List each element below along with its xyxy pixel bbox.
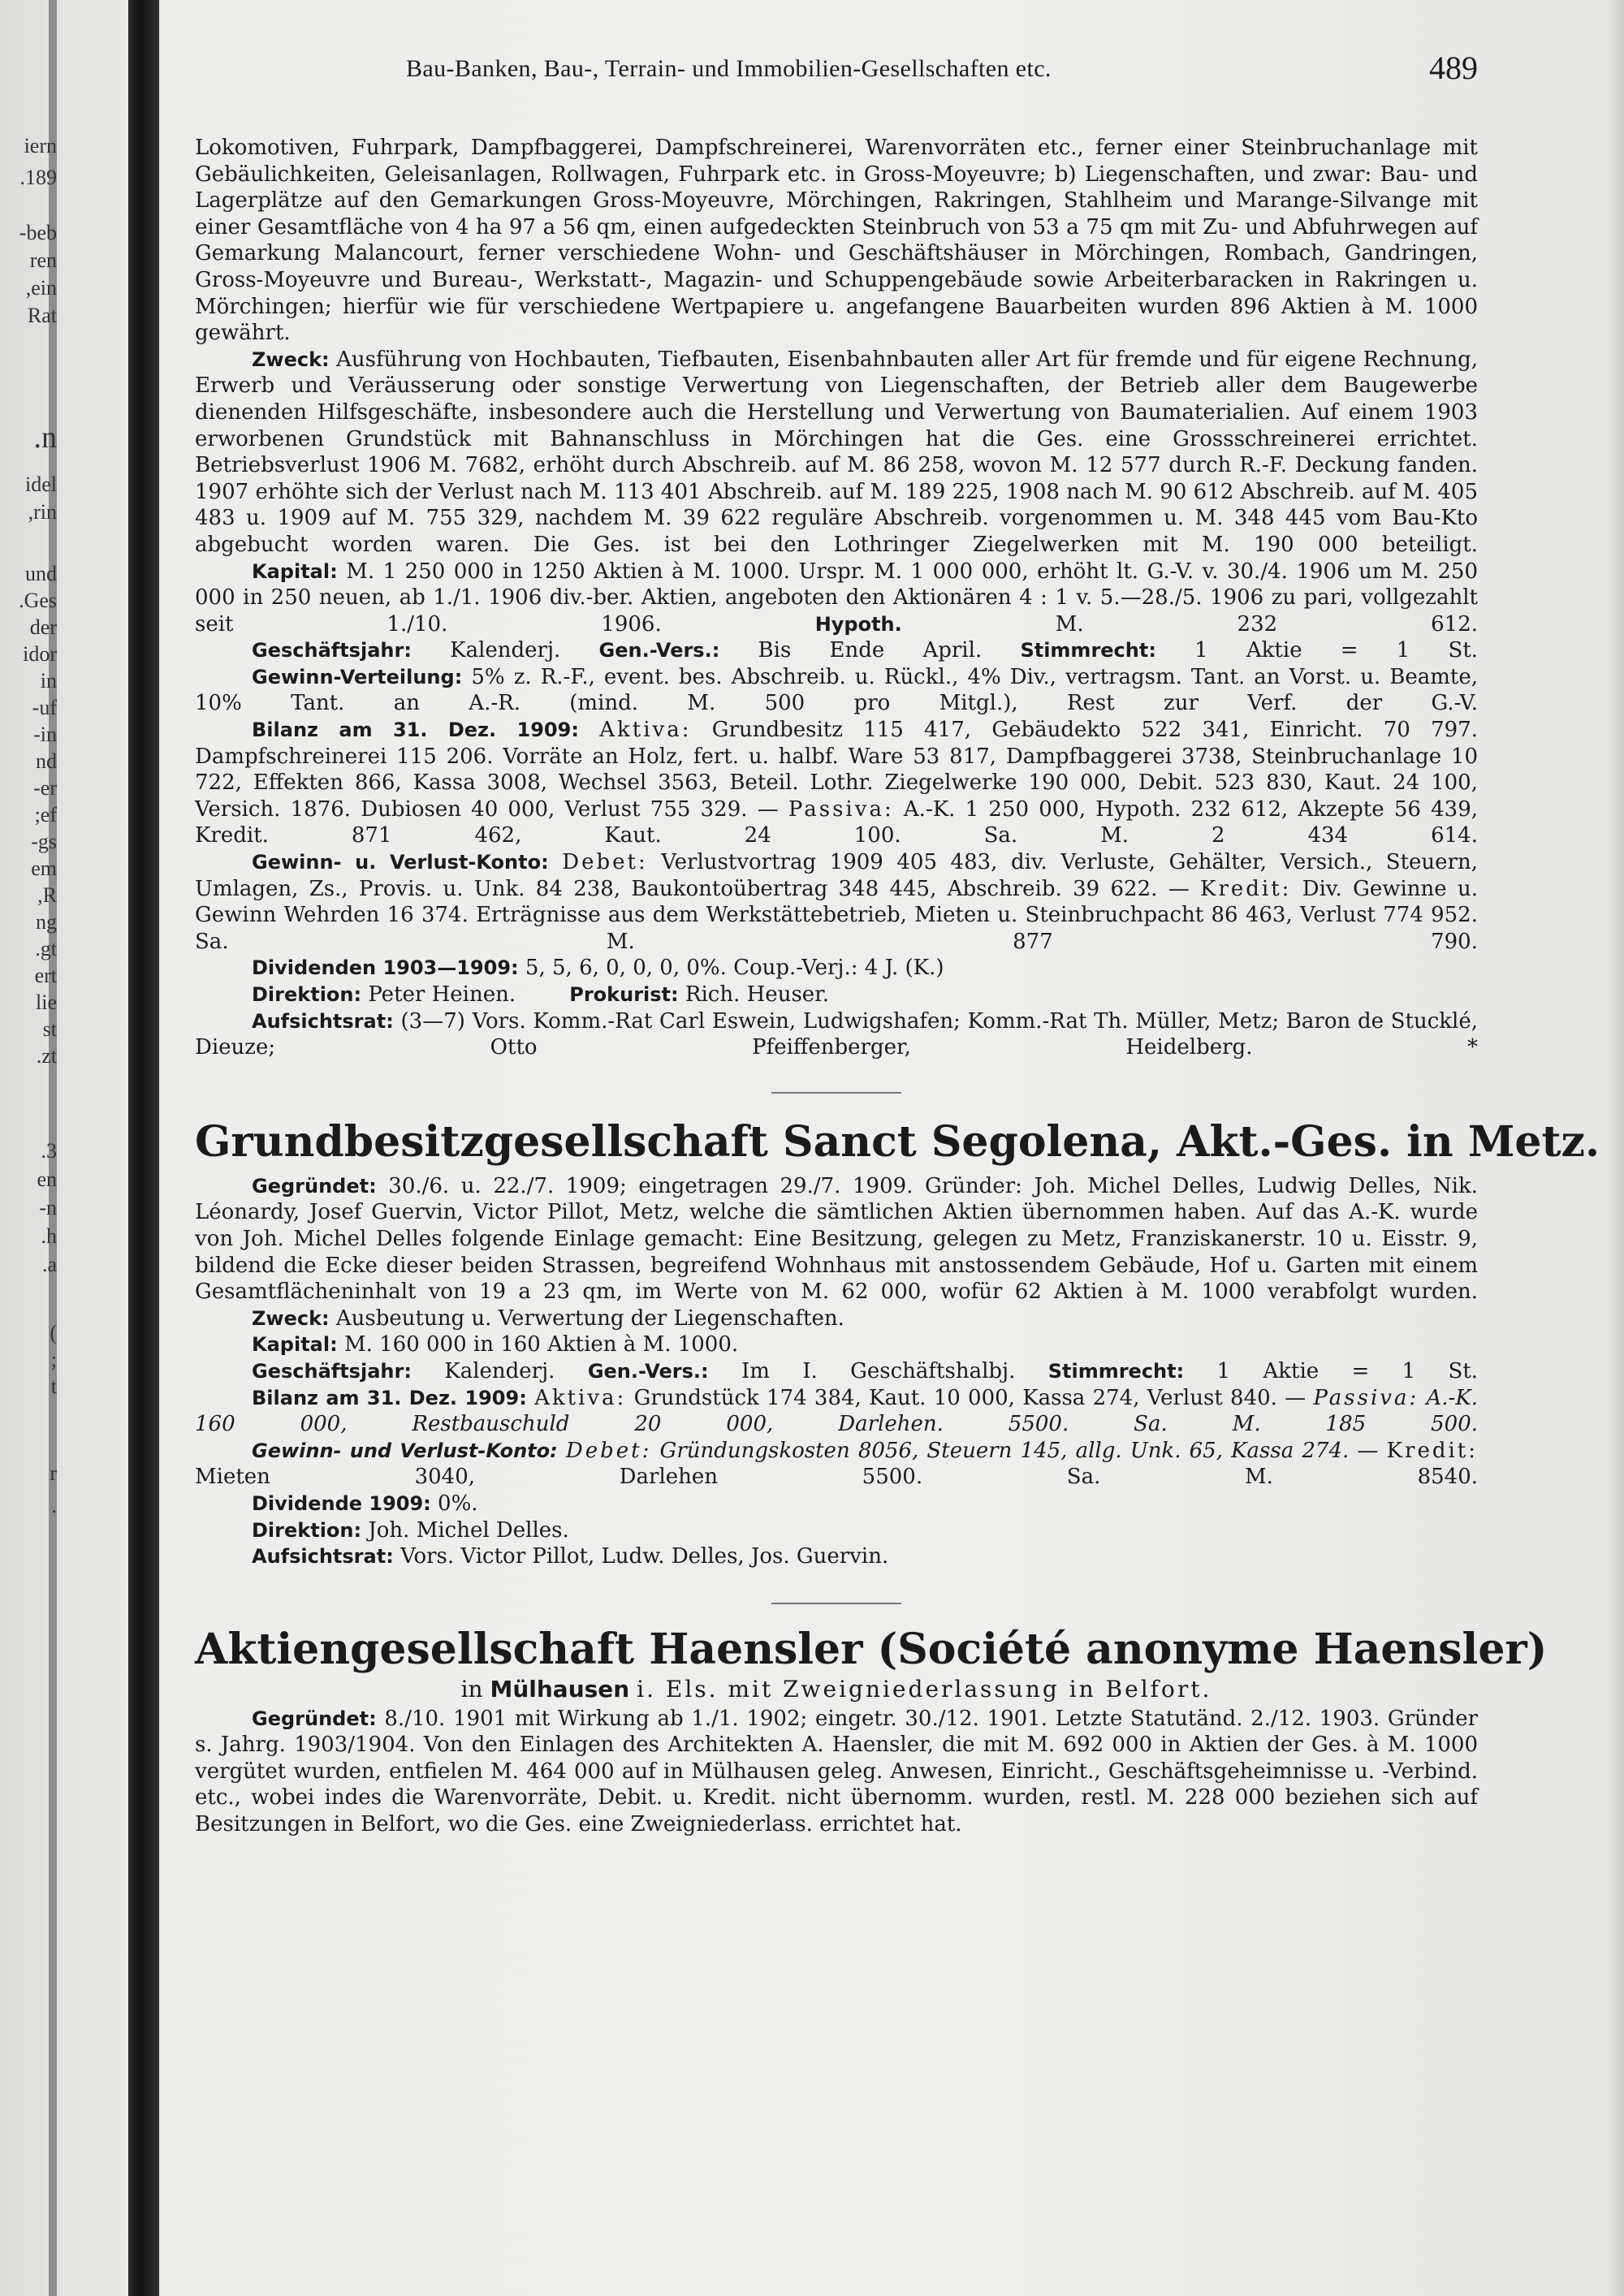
fragment-line: er- [33, 776, 57, 800]
prokurist-label: Prokurist: [569, 983, 679, 1006]
stimmrecht-label: Stimmrecht: [1047, 1359, 1185, 1383]
fragment-line: ein, [25, 276, 57, 300]
fragment-line: ef; [34, 803, 57, 826]
kapital-text: M. 1 250 000 in 1250 Aktien à M. 1000. Urspr. M. 1 000 000, erhöht lt. G.-V. v. 30./4. 1906 um M. 250 000 in 250 neuen, ab 1./1. 1906 div.-ber. Aktien, angeboten den Aktionären 4 : 1 v. 5.—28./5. 1906 zu pari, vollgezahlt seit 1./10. 1906. [195, 559, 1478, 637]
zweck-label: Zweck: [252, 347, 330, 371]
stimmrecht-text: 1 Aktie = 1 St. [1194, 638, 1479, 663]
direktion-paragraph [195, 1517, 1478, 1544]
gegruendet-label: Gegründet: [252, 1174, 377, 1198]
geschaeftsjahr-paragraph [195, 637, 1478, 664]
fragment-line: ren [29, 248, 57, 272]
fragment-line: h. [41, 1224, 57, 1248]
fragment-line: gs- [31, 830, 57, 853]
zweck-paragraph [195, 1306, 1478, 1332]
fragment-line: idor [23, 642, 57, 666]
dividende-label: Dividende 1909: [252, 1491, 431, 1515]
bilanz-aktiva-text: Grundbesitz 115 417, Gebäudekto 522 341, Einricht. 70 797. Dampfschreinerei 115 206. Vorräte an Holz, fert. u. halbf. Ware 53 817, Dampfbaggerei 3738, Steinbruchanlage 10 722, Effekten 866, Kassa 3008, Wechsel 3563, Beteil. Lothr. Ziegelwerke 190 000, Debit. 523 830, Kaut. 24 100, Versich. 1876. Dubiosen 40 000, Verlust 755 329. — [195, 718, 1478, 822]
facing-page-fragment-group [0, 219, 57, 330]
guv-debet-text: Gründungskosten 8056, Steuern 145, allg. Unk. 65, Kassa 274. — [659, 1438, 1379, 1463]
gewinn-verteilung-label: Gewinn-Verteilung: [252, 665, 463, 688]
kredit-label: Kredit: [1386, 1438, 1478, 1463]
company-title: Aktiengesellschaft Haensler (Société anonyme Haensler) [195, 1624, 1548, 1674]
kapital-label: Kapital: [252, 559, 338, 583]
kredit-label: Kredit: [1200, 876, 1292, 901]
fragment-line: en [37, 1167, 57, 1191]
dividende-text: 0%. [438, 1491, 478, 1516]
fragment-line: ) [50, 1321, 57, 1344]
fragment-line: iern [24, 134, 57, 158]
fragment-line: beb- [19, 221, 57, 244]
direktion-text: Joh. Michel Delles. [368, 1517, 569, 1543]
dividenden-paragraph [195, 955, 1478, 982]
fragment-line: Ges. [19, 589, 57, 612]
geschaeftsjahr-text: Kalenderj. [444, 1358, 555, 1383]
guv-kredit-text: Div. Gewinne u. Gewinn Wehrden 16 374. Erträgnisse aus dem Werkstättebetrieb, Mieten u. Steinbruchpacht 86 463, Verlust 774 952. Sa. M. 877 790. [195, 876, 1478, 954]
zweck-text: Ausführung von Hochbauten, Tiefbauten, Eisenbahnbauten aller Art für fremde und für eigene Rechnung, Erwerb und Veräusserung oder sonstige Verwertung von Liegenschaften, der Betrieb aller dem Baugewerbe dienenden Hilfsgeschäfte, insbesondere auch die Herstellung und Verwertung von Baumaterialien. Auf einem 1903 erworbenen Grundstück mit Bahnanschluss in Mörchingen hat die Ges. eine Grossschreinerei errichtet. Betriebsverlust 1906 M. 7682, erhöht durch Abschreib. auf M. 86 258, wovon M. 12 577 durch R.-F. Deckung fanden. 1907 erhöhte sich der Verlust nach M. 113 401 Abschreib. auf M. 189 225, 1908 nach M. 90 612 Abschreib. auf M. 405 483 u. 1909 auf M. 755 329, nachdem M. 39 622 reguläre Abschreib. vorgenommen u. M. 348 445 vom Bau-Kto abgebucht worden waren. Die Ges. ist bei den Lothringer Ziegelwerken mit M. 190 000 beteiligt. [195, 347, 1478, 557]
geschaeftsjahr-paragraph [195, 1358, 1478, 1385]
entry-intro-paragraph [195, 135, 1478, 347]
facing-page-fragment-group [0, 130, 57, 193]
gen-vers-text: Im I. Geschäftshalbj. [741, 1358, 1016, 1383]
section-divider [771, 1603, 901, 1604]
fragment-line: n. [33, 422, 57, 454]
fragment-line: lie [36, 990, 57, 1014]
fragment-line: rin, [28, 500, 57, 524]
aufsichtsrat-label: Aufsichtsrat: [252, 1009, 394, 1033]
section-divider [771, 1092, 901, 1094]
direktion-text: Peter Heinen. [368, 982, 516, 1007]
bilanz-paragraph [195, 1385, 1478, 1438]
bilanz-label: Bilanz am 31. Dez. 1909: [252, 719, 579, 742]
right-page-shadow [1606, 0, 1624, 2296]
kapital-paragraph [195, 1331, 1478, 1358]
kapital-text: M. 160 000 in 160 Aktien à M. 1000. [343, 1332, 739, 1357]
debet-label: Debet: [562, 850, 648, 875]
fragment-line: R, [37, 883, 57, 907]
stimmrecht-label: Stimmrecht: [1020, 639, 1156, 662]
company-location-line [195, 1676, 1478, 1703]
aufsichtsrat-paragraph [195, 1008, 1478, 1061]
geschaeftsjahr-label: Geschäftsjahr: [252, 639, 412, 662]
debet-label: Debet: [565, 1438, 652, 1463]
geschaeftsjahr-label: Geschäftsjahr: [252, 1359, 412, 1383]
running-header [195, 49, 1478, 97]
guv-debet-text: Verlustvortrag 1909 405 483, div. Verluste, Gehälter, Versich., Steuern, Umlagen, Zs., Provis. u. Unk. 84 238, Baukontoübertrag 348 445, Abschreib. 39 622. — [195, 850, 1479, 901]
kapital-label: Kapital: [252, 1333, 338, 1357]
entry-haensler [195, 1624, 1548, 1838]
fragment-line: idel [25, 473, 57, 496]
fragment-line: in [40, 669, 57, 693]
guv-paragraph [195, 849, 1478, 955]
zweck-text: Ausbeutung u. Verwertung der Liegenschaften. [335, 1306, 844, 1331]
bilanz-passiva-text: A.-K. 1 250 000, Hypoth. 232 612, Akzepte 56 439, Kredit. 871 462, Kaut. 24 100. Sa. M. 2 434 614. [195, 796, 1478, 848]
fragment-line: 3. [41, 1139, 57, 1163]
guv-label: Gewinn- u. Verlust-Konto: [252, 851, 549, 874]
fragment-line: . [51, 1494, 57, 1517]
fragment-line: em [31, 857, 57, 880]
facing-page-fragment-group [0, 422, 57, 454]
facing-page-fragment-group [0, 1457, 57, 1522]
dividende-paragraph [195, 1491, 1478, 1517]
fragment-line: ; [50, 1348, 57, 1371]
intro-text: Lokomotiven, Fuhrpark, Dampfbaggerei, Dampfschreinerei, Warenvorräten etc., ferner einer Steinbruchanlage mit Gebäulichkeiten, Geleisanlagen, Rollwagen, Fuhrpark etc. in Gross-Moyeuvre; b) Liegenschaften, und zwar: Bau- und Lagerplätze auf den Gemarkungen Gross-Moyeuvre, Mörchingen, Rakringen, Stahlheim und Marange-Silvange mit einer Gesamtfläche von 4 ha 97 a 56 qm, einen aufgedeckten Steinbruch von 53 a 75 qm mit Zu- und Abfuhrwegen auf Gemarkung Malancourt, ferner verschiedene Wohn- und Geschäftshäuser in Mörchingen, Rombach, Gandringen, Gross-Moyeuvre und Bureau-, Werkstatt-, Magazin- und Schuppengebäude sowie Arbeiterbaracken in Rakringen u. Mörchingen; hierfür wie für verschiedene Wertpapiere u. angefangene Bauarbeiten wurden 896 Aktien à M. 1000 gewährt. [195, 136, 1478, 346]
hypoth-text: M. 232 612. [1055, 611, 1479, 637]
direktion-label: Direktion: [252, 1518, 362, 1542]
bilanz-paragraph [195, 717, 1478, 849]
direktion-paragraph [195, 982, 1478, 1008]
fragment-line: gt. [35, 937, 57, 960]
page-content [195, 49, 1600, 1838]
stimmrecht-text: 1 Aktie = 1 St. [1216, 1358, 1479, 1383]
gen-vers-text: Bis Ende April. [758, 638, 983, 663]
fragment-line: ng [36, 910, 57, 934]
zweck-paragraph [195, 347, 1478, 559]
fragment-line: st [42, 1017, 57, 1041]
gegruendet-paragraph [195, 1706, 1478, 1838]
bilanz-aktiva-text: Grundstück 174 384, Kaut. 10 000, Kassa 274, Verlust 840. — [633, 1385, 1307, 1410]
fragment-line: 189. [19, 166, 57, 189]
direktion-label: Direktion: [252, 983, 362, 1006]
fragment-line: nd [36, 749, 57, 773]
passiva-label: Passiva: [1313, 1385, 1419, 1410]
facing-page-fragment-group [0, 471, 57, 526]
gen-vers-label: Gen.-Vers.: [587, 1359, 709, 1383]
fragment-line: in- [33, 723, 57, 746]
entry-sanct-segolena [195, 1116, 1600, 1570]
location-city: Mülhausen [490, 1675, 630, 1703]
facing-page-fragment-group [0, 1137, 57, 1279]
fragment-line: r [50, 1461, 57, 1485]
aufsichtsrat-paragraph [195, 1543, 1478, 1570]
dividenden-label: Dividenden 1903—1909: [252, 956, 519, 980]
fragment-line: ert [34, 964, 57, 987]
running-title: Bau-Banken, Bau-, Terrain- und Immobilien-Gesellschaften etc. [406, 55, 1052, 82]
aufsichtsrat-label: Aufsichtsrat: [252, 1545, 394, 1569]
aktiva-label: Aktiva: [599, 718, 692, 743]
hypoth-label: Hypoth. [814, 612, 902, 636]
aufsichtsrat-text: (3—7) Vors. Komm.-Rat Carl Eswein, Ludwigshafen; Komm.-Rat Th. Müller, Metz; Baron de Stucklé, Dieuze; Otto Pfeiffenberger, Heidelberg. * [195, 1008, 1478, 1060]
gen-vers-label: Gen.-Vers.: [598, 639, 720, 662]
zweck-label: Zweck: [252, 1306, 330, 1330]
entry-continued [195, 135, 1478, 1061]
kapital-paragraph [195, 559, 1478, 638]
facing-page-fragment-group [0, 1319, 57, 1400]
guv-paragraph [195, 1438, 1478, 1491]
gewinn-verteilung-text: 5% z. R.-F., event. bes. Abschreib. u. Rückl., 4% Div., vertragsm. Tant. an Vorst. u. Beamte, 10% Tant. an A.-R. (mind. M. 500 pro Mitgl.), Rest zur Verf. der G.-V. [195, 664, 1479, 716]
guv-label: Gewinn- und Verlust-Konto: [252, 1439, 558, 1462]
fragment-line: Rat [27, 304, 57, 327]
location-prefix: in [460, 1675, 483, 1703]
prokurist-text: Rich. Heuser. [685, 982, 830, 1007]
gegruendet-text: 30./6. u. 22./7. 1909; eingetragen 29./7. 1909. Gründer: Joh. Michel Delles, Ludwig Delles, Nik. Léonardy, Josef Guervin, Victor Pillot, Metz, welche die sämtlichen Aktien übernommen haben. Auf das A.-K. wurde von Joh. Michel Delles folgende Einlage gemacht: Eine Besitzung, gelegen zu Metz, Franziskanerstr. 10 u. Eisstr. 9, bildend die Ecke dieser beiden Strassen, begreifend Wohnhaus mit anstossendem Gebäude, Hof u. Garten mit einem Gesamtflächeninhalt von 19 a 23 qm, im Werte von M. 62 000, wofür 62 Aktien à M. 1000 verabfolgt wurden. [195, 1173, 1479, 1305]
fragment-line: t [50, 1375, 57, 1398]
gegruendet-paragraph [195, 1173, 1478, 1306]
book-binding-shadow [128, 0, 159, 2296]
gegruendet-label: Gegründet: [252, 1707, 377, 1730]
facing-page-fragment-group [0, 560, 57, 1069]
page-number: 489 [1429, 50, 1478, 86]
gewinn-verteilung-paragraph [195, 664, 1478, 717]
company-title: Grundbesitzgesellschaft Sanct Segolena, Akt.-Ges. in Metz. [195, 1116, 1600, 1167]
guv-kredit-text: Mieten 3040, Darlehen 5500. Sa. M. 8540. [195, 1465, 1478, 1490]
bilanz-label: Bilanz am 31. Dez. 1909: [252, 1386, 527, 1409]
geschaeftsjahr-text: Kalenderj. [450, 638, 561, 663]
passiva-label: Passiva: [788, 796, 894, 822]
location-rest: i. Els. mit Zweigniederlassung in Belfort. [637, 1675, 1212, 1703]
bilanz-passiva-text: A.-K. 160 000, Restbauschuld 20 000, Darlehen. 5500. Sa. M. 185 500. [195, 1385, 1479, 1437]
aktiva-label: Aktiva: [534, 1385, 627, 1410]
fragment-line: und [25, 562, 57, 585]
fragment-line: uf- [32, 696, 57, 719]
dividenden-text: 5, 5, 6, 0, 0, 0, 0%. Coup.-Verj.: 4 J. (K.) [525, 956, 944, 981]
gegruendet-text: 8./10. 1901 mit Wirkung ab 1./1. 1902; eingetr. 30./12. 1901. Letzte Statutänd. 2./12. 1903. Gründer s. Jahrg. 1903/1904. Von den Einlagen des Architekten A. Haensler, die mit M. 692 000 in Aktien der Ges. à M. 1000 vergütet wurden, entfielen M. 464 000 auf in Mülhausen geleg. Anwesen, Einricht., Geschäftsgeheimnisse u. -Verbind. etc., wobei indes die Warenvorräte, Debit. u. Kredit. nicht übernomm. wurden, restl. M. 228 000 beziehen sich auf Besitzungen in Belfort, wo die Ges. eine Zweigniederlass. errichtet hat. [195, 1706, 1479, 1837]
fragment-line: der [29, 615, 57, 639]
fragment-line: a. [41, 1253, 57, 1276]
fragment-line: zt. [36, 1044, 57, 1068]
aufsichtsrat-text: Vors. Victor Pillot, Ludw. Delles, Jos. Guervin. [400, 1544, 889, 1569]
fragment-line: n- [39, 1196, 57, 1219]
